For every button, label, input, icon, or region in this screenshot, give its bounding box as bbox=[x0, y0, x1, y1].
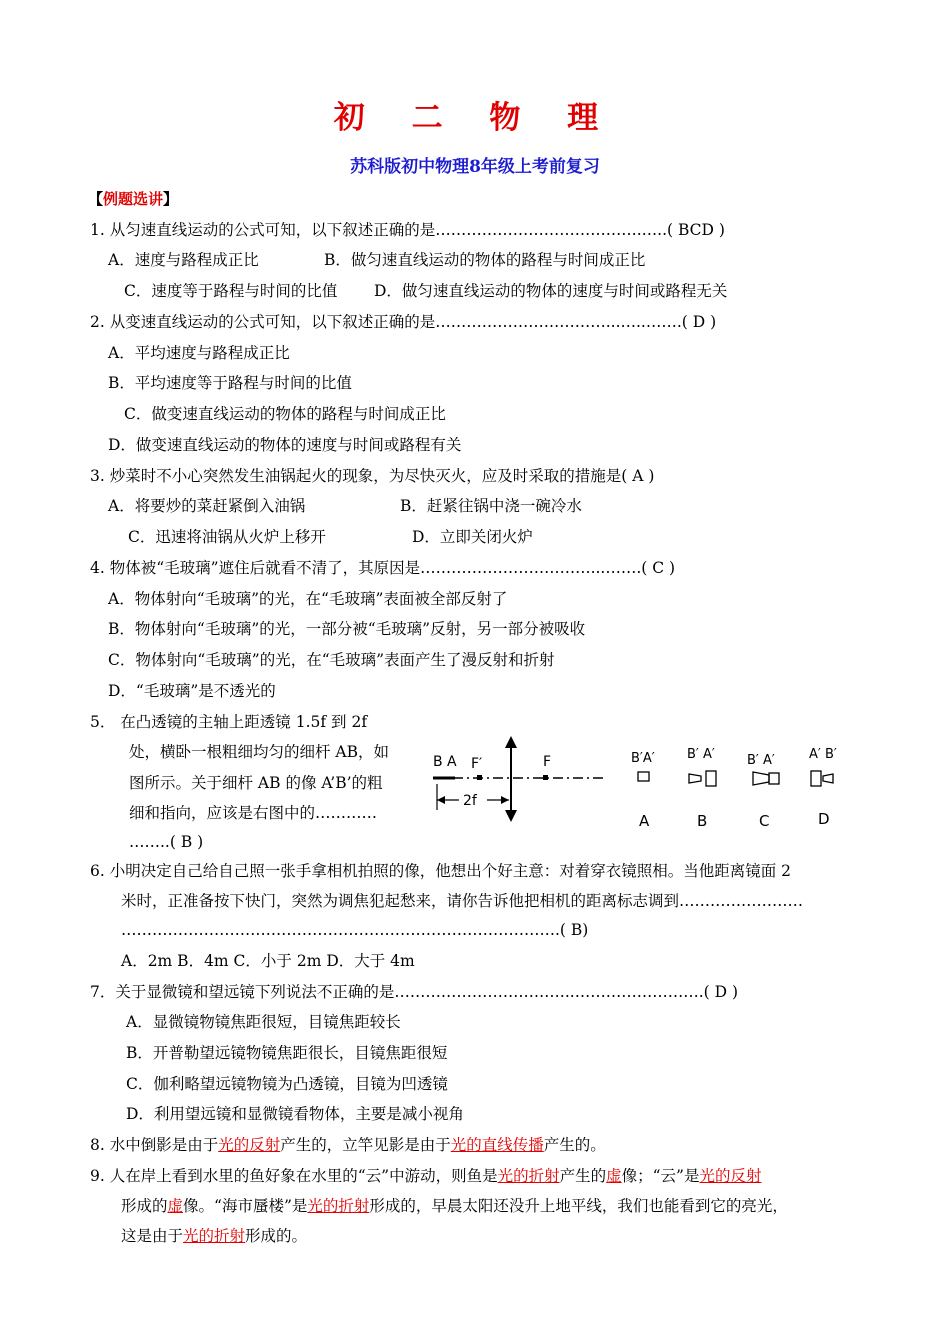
q8-answer-1: 光的反射 bbox=[218, 1136, 281, 1154]
q4-option-c: C．物体射向“毛玻璃”的光，在“毛玻璃”表面产生了漫反射和折射 bbox=[108, 651, 555, 669]
q3-stem: 3. 炒菜时不小心突然发生油锅起火的现象，为尽快灭火，应及时采取的措施是( A ) bbox=[90, 467, 655, 485]
q9-answer-2: 虚 bbox=[606, 1167, 622, 1185]
q7-stem: 7．关于显微镜和望远镜下列说法不正确的是……………………………..…………………….( D ) bbox=[90, 983, 739, 1001]
q3-option-c: C．迅速将油锅从火炉上移开 bbox=[128, 528, 326, 546]
q1-option-a: A．速度与路程成正比 bbox=[108, 251, 259, 269]
q3-option-a: A．将要炒的菜赶紧倒入油锅 bbox=[108, 497, 306, 515]
q4-option-d: D．“毛玻璃”是不透光的 bbox=[108, 682, 276, 700]
lens-arrow-top bbox=[505, 736, 517, 748]
label-2f: 2f bbox=[463, 793, 477, 809]
q1-option-d: D．做匀速直线运动的物体的速度与时间或路程无关 bbox=[374, 282, 728, 300]
q5-line-2: 处，横卧一根粗细均匀的细杆 AB，如 bbox=[129, 743, 390, 761]
q9-answer-1: 光的折射 bbox=[497, 1167, 560, 1185]
lens-arrow-bottom bbox=[505, 810, 517, 822]
section-heading: 【例题选讲】 bbox=[88, 190, 179, 208]
q6-line-2: 米时，正准备按下快门，突然为调焦犯起愁来，请你告诉他把相机的距离标志调到…………………… bbox=[121, 892, 804, 910]
q2-option-b: B．平均速度等于路程与时间的比值 bbox=[108, 374, 352, 392]
q2-stem: 2. 从变速直线运动的公式可知，以下叙述正确的是……………………………...…..…….( D ) bbox=[90, 313, 717, 331]
q7-option-c: C．伽利略望远镜物镜为凸透镜，目镜为凹透镜 bbox=[126, 1075, 448, 1093]
opt-c-label-top: B′ A′ bbox=[747, 753, 775, 768]
q5-line-3: 图所示。关于细杆 AB 的像 A’B’的粗 bbox=[129, 774, 383, 792]
q6-line-1: 6. 小明决定自己给自己照一张手拿相机拍照的像，他想出个好主意：对着穿衣镜照相。当他距离镜面 2 bbox=[90, 862, 792, 880]
opt-d-image bbox=[811, 771, 821, 786]
q9-line-1: 9. 人在岸上看到水里的鱼好象在水里的“云”中游动，则鱼是光的折射产生的虚像；“云”是光的反射 bbox=[90, 1167, 762, 1185]
q6-line-3: ………………………………………………………………………….( B) bbox=[121, 921, 589, 939]
q4-option-a: A．物体射向“毛玻璃”的光，在“毛玻璃”表面被全部反射了 bbox=[108, 590, 508, 608]
q9-line-2: 形成的虚像。“海市蜃楼”是光的折射形成的，早晨太阳还没升上地平线，我们也能看到它的亮光， bbox=[121, 1197, 788, 1215]
q3-option-d: D．立即关闭火炉 bbox=[412, 528, 533, 546]
q7-option-b: B．开普勒望远镜物镜焦距很长，目镜焦距很短 bbox=[126, 1044, 448, 1062]
opt-a-letter: A bbox=[639, 812, 650, 830]
label-f-prime: F′ bbox=[471, 756, 483, 772]
opt-d-letter: D bbox=[818, 810, 830, 828]
q5-line-5: ……..( B ) bbox=[129, 833, 204, 851]
opt-b-image bbox=[706, 771, 716, 786]
opt-d-label-top: A′ B′ bbox=[809, 747, 837, 762]
q7-option-d: D．利用望远镜和显微镜看物体，主要是减小视角 bbox=[126, 1105, 464, 1123]
q1-stem: 1. 从匀速直线运动的公式可知，以下叙述正确的是………………………………….…..( BCD ) bbox=[90, 221, 725, 239]
q6-options: A．2m B．4m C．小于 2m D．大于 4m bbox=[121, 952, 415, 970]
q7-option-a: A．显微镜物镜焦距很短，目镜焦距较长 bbox=[126, 1013, 401, 1031]
q1-option-c: C．速度等于路程与时间的比值 bbox=[124, 282, 338, 300]
q2-option-d: D．做变速直线运动的物体的速度与时间或路程有关 bbox=[108, 436, 462, 454]
page-subtitle: 苏科版初中物理8年级上考前复习 bbox=[350, 157, 600, 177]
opt-c-image bbox=[753, 772, 769, 785]
q2-option-a: A．平均速度与路程成正比 bbox=[108, 344, 290, 362]
q2-option-c: C．做变速直线运动的物体的路程与时间成正比 bbox=[124, 405, 446, 423]
q3-option-b: B．赶紧往锅中浇一碗冷水 bbox=[400, 497, 582, 515]
focal-point-right bbox=[543, 775, 548, 780]
opt-b-label-top: B′ A′ bbox=[687, 747, 715, 762]
q9-line-3: 这是由于光的折射形成的。 bbox=[121, 1227, 308, 1245]
opt-c-letter: C bbox=[759, 812, 770, 830]
opt-b-letter: B bbox=[697, 812, 708, 830]
q5-line-1: 5． 在凸透镜的主轴上距透镜 1.5f 到 2f bbox=[90, 713, 368, 731]
q1-option-b: B．做匀速直线运动的物体的路程与时间成正比 bbox=[324, 251, 646, 269]
q4-stem: 4. 物体被“毛玻璃”遮住后就看不清了，其原因是……………………………...…….( C ) bbox=[90, 559, 676, 577]
q4-option-b: B．物体射向“毛玻璃”的光，一部分被“毛玻璃”反射，另一部分被吸收 bbox=[108, 620, 586, 638]
opt-a-image bbox=[638, 772, 649, 781]
focal-point-left bbox=[477, 775, 482, 780]
q9-answer-5: 光的折射 bbox=[307, 1197, 370, 1215]
q5-line-4: 细和指向，应该是右图中的………… bbox=[129, 804, 378, 822]
label-ba: B A bbox=[433, 754, 457, 770]
q9-answer-3: 光的反射 bbox=[699, 1167, 762, 1185]
lens-figure bbox=[425, 728, 865, 838]
page-title: 初 二 物 理 bbox=[333, 100, 617, 136]
q8-answer-2: 光的直线传播 bbox=[450, 1136, 544, 1154]
opt-a-label-top: B′A′ bbox=[631, 751, 655, 766]
label-f: F bbox=[543, 754, 552, 770]
q9-answer-6: 光的折射 bbox=[183, 1227, 246, 1245]
q9-answer-4: 虚 bbox=[167, 1197, 184, 1215]
q8-line: 8. 水中倒影是由于光的反射产生的，立竿见影是由于光的直线传播产生的。 bbox=[90, 1136, 606, 1154]
